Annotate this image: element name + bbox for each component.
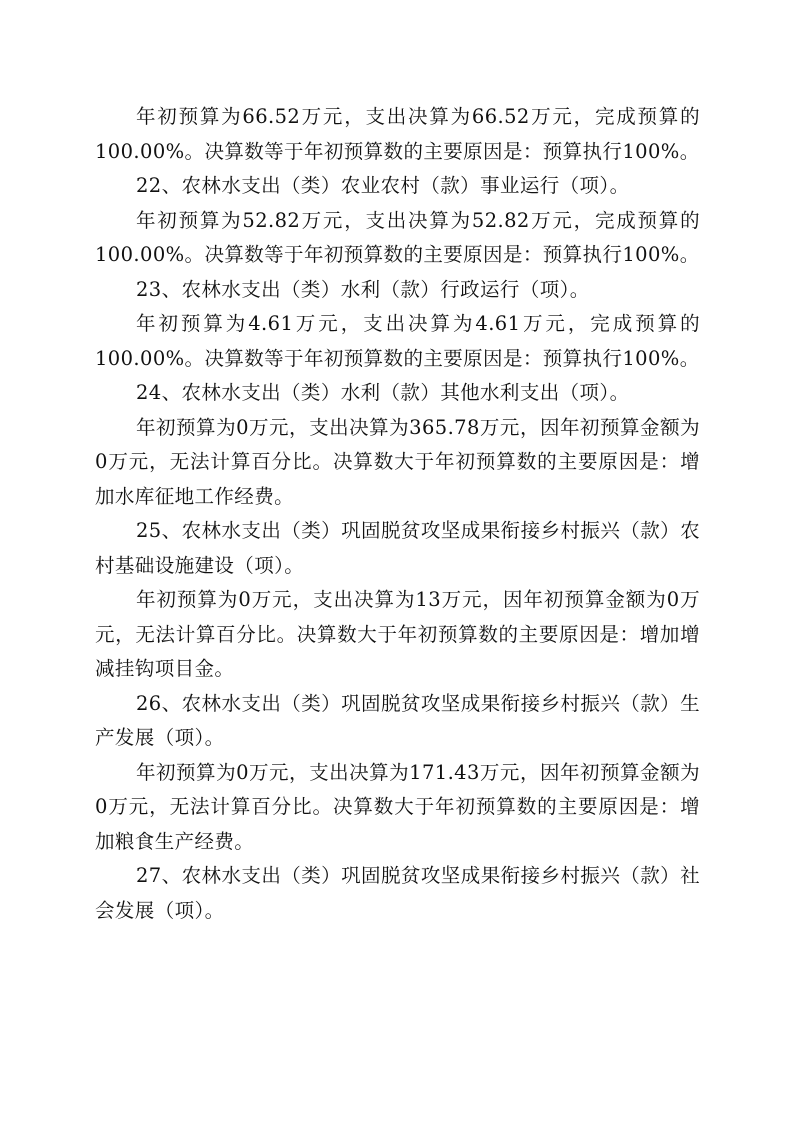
heading-item-26: 26、农林水支出（类）巩固脱贫攻坚成果衔接乡村振兴（款）生产发展（项）。	[95, 691, 700, 749]
document-body	[95, 100, 700, 928]
paragraph-budget-item-21: 年初预算为66.52万元，支出决算为66.52万元，完成预算的100.00%。决算数等于年初预算数的主要原因是：预算执行100%。	[95, 105, 700, 163]
paragraph-budget-item-22: 年初预算为52.82万元，支出决算为52.82万元，完成预算的100.00%。决算数等于年初预算数的主要原因是：预算执行100%。	[95, 208, 700, 266]
paragraph-budget-item-25: 年初预算为0万元，支出决算为13万元，因年初预算金额为0万元，无法计算百分比。决算数大于年初预算数的主要原因是：增加增减挂钩项目金。	[95, 588, 700, 680]
heading-item-25: 25、农林水支出（类）巩固脱贫攻坚成果衔接乡村振兴（款）农村基础设施建设（项）。	[95, 519, 700, 577]
paragraph-budget-item-23: 年初预算为4.61万元，支出决算为4.61万元，完成预算的100.00%。决算数等于年初预算数的主要原因是：预算执行100%。	[95, 312, 700, 370]
heading-item-22: 22、农林水支出（类）农业农村（款）事业运行（项）。	[136, 174, 630, 197]
heading-item-27: 27、农林水支出（类）巩固脱贫攻坚成果衔接乡村振兴（款）社会发展（项）。	[95, 864, 700, 922]
heading-item-24: 24、农林水支出（类）水利（款）其他水利支出（项）。	[136, 381, 630, 404]
heading-item-23: 23、农林水支出（类）水利（款）行政运行（项）。	[136, 277, 590, 301]
paragraph-budget-item-24: 年初预算为0万元，支出决算为365.78万元，因年初预算金额为0万元，无法计算百分比。决算数大于年初预算数的主要原因是：增加水库征地工作经费。	[95, 415, 700, 508]
paragraph-budget-item-26: 年初预算为0万元，支出决算为171.43万元，因年初预算金额为0万元，无法计算百分比。决算数大于年初预算数的主要原因是：增加粮食生产经费。	[95, 760, 700, 853]
